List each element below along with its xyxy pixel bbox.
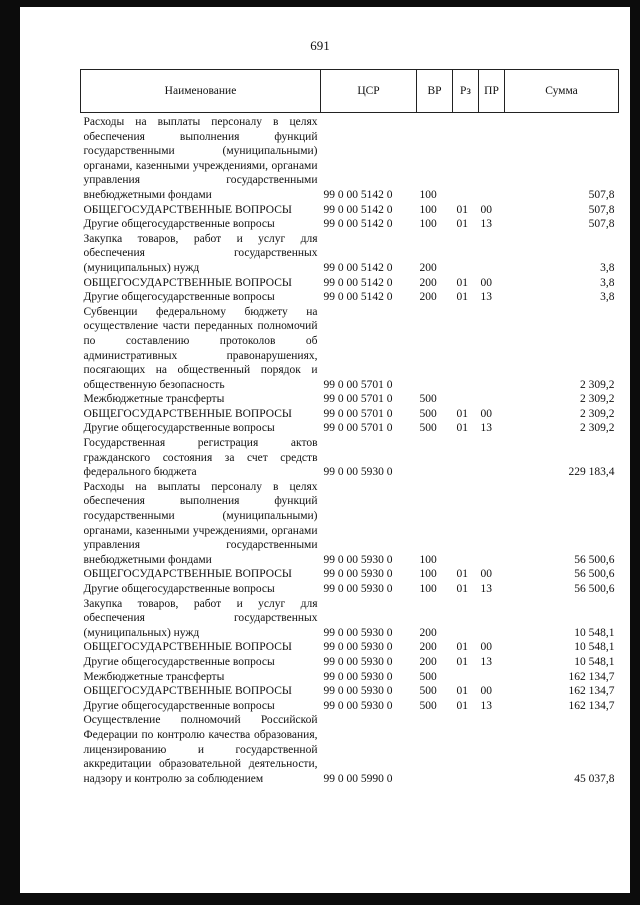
cell-vr: 100 [419, 568, 437, 581]
scan-edge-left [0, 0, 20, 905]
cell-rz: 01 [456, 422, 468, 435]
cell-vr: 100 [419, 218, 437, 231]
cell-vr: 200 [419, 261, 437, 274]
cell-sum: 2 309,2 [580, 422, 615, 435]
scan-edge-top [0, 0, 640, 7]
header-name: Наименование [81, 70, 321, 113]
cell-vr: 500 [419, 393, 437, 406]
table-row [81, 670, 619, 685]
cell-name: ОБЩЕГОСУДАРСТВЕННЫЕ ВОПРОСЫ [83, 685, 292, 698]
cell-sum: 2 309,2 [580, 393, 615, 406]
cell-name: ОБЩЕГОСУДАРСТВЕННЫЕ ВОПРОСЫ [83, 203, 292, 216]
cell-pr: 13 [480, 583, 492, 595]
cell-vr: 200 [419, 276, 437, 289]
cell-vr: 500 [419, 670, 437, 683]
cell-sum: 56 500,6 [574, 583, 615, 595]
cell-sum: 56 500,6 [574, 568, 615, 581]
cell-sum: 3,8 [600, 291, 615, 304]
cell-csr: 99 0 00 5142 0 [323, 291, 393, 304]
cell-sum: 10 548,1 [574, 641, 615, 654]
cell-sum: 162 134,7 [568, 670, 615, 683]
cell-sum: 507,8 [588, 203, 615, 216]
cell-rz: 01 [456, 218, 468, 231]
cell-vr: 200 [419, 626, 437, 639]
cell-name: Межбюджетные трансферты [83, 393, 225, 406]
cell-sum: 162 134,7 [568, 685, 615, 698]
cell-name: Государственная регистрация актов гражданского состояния за счет средств федерального бюджета [83, 437, 318, 479]
cell-vr: 500 [419, 407, 437, 420]
table-row [81, 305, 619, 393]
cell-rz [453, 713, 479, 786]
cell-sum: 507,8 [588, 218, 615, 231]
cell-name: Закупка товаров, работ и услуг для обеспечения государственных (муниципальных) нужд [83, 597, 318, 639]
cell-name: Расходы на выплаты персоналу в целях обеспечения выполнения функций государственными (муниципальными) органами, казенными учреждениями, органами управления государственными внебюджетными фондами [83, 480, 318, 566]
table-row [81, 421, 619, 436]
cell-csr: 99 0 00 5930 0 [323, 568, 393, 581]
cell-name: Другие общегосударственные вопросы [83, 291, 275, 304]
table-row [81, 217, 619, 232]
cell-pr: 00 [480, 641, 492, 654]
table-row [81, 640, 619, 655]
cell-sum: 10 548,1 [574, 626, 615, 639]
cell-vr [417, 436, 453, 480]
cell-csr: 99 0 00 5701 0 [323, 422, 393, 435]
cell-pr [479, 713, 505, 786]
cell-csr: 99 0 00 5930 0 [323, 655, 393, 668]
cell-pr [479, 670, 505, 685]
cell-csr: 99 0 00 5930 0 [323, 685, 393, 698]
cell-vr: 100 [419, 203, 437, 216]
cell-name: Расходы на выплаты персоналу в целях обеспечения выполнения функций государственными (муниципальными) органами, казенными учреждениями, органами управления государственными внебюджетными фондами [83, 116, 318, 201]
cell-name: Другие общегосударственные вопросы [83, 218, 275, 231]
cell-vr: 500 [419, 699, 437, 712]
cell-name: Другие общегосударственные вопросы [83, 655, 275, 668]
cell-sum: 10 548,1 [574, 655, 615, 668]
cell-sum: 507,8 [588, 188, 615, 201]
cell-rz: 01 [456, 641, 468, 654]
table-row [81, 113, 619, 203]
cell-csr: 99 0 00 5930 0 [323, 583, 393, 595]
table-row [81, 276, 619, 291]
cell-csr: 99 0 00 5930 0 [323, 641, 393, 654]
cell-pr [479, 113, 505, 203]
cell-rz: 01 [456, 685, 468, 698]
cell-pr: 00 [480, 568, 492, 581]
cell-name: Осуществление полномочий Российской Федерации по контролю качества образования, лицензированию и государственной аккредитации образовательной деятельности, надзору и контролю за соблюдением [83, 714, 318, 785]
table-header [81, 70, 619, 113]
cell-name: Закупка товаров, работ и услуг для обеспечения государственных (муниципальных) нужд [83, 232, 318, 274]
table-row [81, 290, 619, 305]
cell-sum: 56 500,6 [574, 553, 615, 566]
page-number: 691 [310, 38, 330, 53]
cell-pr: 00 [480, 276, 492, 289]
cell-name: Другие общегосударственные вопросы [83, 422, 275, 435]
cell-rz: 01 [456, 291, 468, 304]
cell-pr [479, 232, 505, 276]
cell-csr: 99 0 00 5142 0 [323, 218, 393, 231]
cell-pr: 13 [480, 655, 492, 668]
cell-csr: 99 0 00 5142 0 [323, 276, 393, 289]
cell-csr: 99 0 00 5142 0 [323, 261, 393, 274]
cell-csr: 99 0 00 5701 0 [323, 393, 393, 406]
cell-vr: 200 [419, 641, 437, 654]
cell-vr: 200 [419, 291, 437, 304]
cell-csr: 99 0 00 5701 0 [323, 378, 393, 391]
table-row [81, 232, 619, 276]
cell-pr [479, 597, 505, 641]
cell-csr: 99 0 00 5930 0 [323, 626, 393, 639]
cell-name: Другие общегосударственные вопросы [83, 583, 275, 595]
table-body [81, 113, 619, 787]
cell-pr: 00 [480, 685, 492, 698]
cell-csr: 99 0 00 5930 0 [323, 670, 393, 683]
header-sum: Сумма [505, 70, 619, 113]
table-row [81, 480, 619, 568]
cell-vr: 100 [419, 553, 437, 566]
cell-name: Другие общегосударственные вопросы [83, 699, 275, 712]
cell-vr [417, 713, 453, 786]
header-rz: Рз [453, 70, 479, 113]
cell-rz: 01 [456, 568, 468, 581]
cell-rz [453, 305, 479, 393]
cell-rz [453, 436, 479, 480]
cell-csr: 99 0 00 5142 0 [323, 203, 393, 216]
table-row [81, 567, 619, 582]
cell-vr: 500 [419, 422, 437, 435]
cell-vr: 100 [419, 188, 437, 201]
cell-pr: 00 [480, 203, 492, 216]
cell-sum: 3,8 [600, 276, 615, 289]
cell-csr: 99 0 00 5930 0 [323, 699, 393, 712]
cell-rz [453, 670, 479, 685]
cell-sum: 162 134,7 [568, 699, 615, 712]
cell-rz: 01 [456, 655, 468, 668]
cell-pr: 13 [480, 218, 492, 231]
cell-name: ОБЩЕГОСУДАРСТВЕННЫЕ ВОПРОСЫ [83, 407, 292, 420]
cell-pr [479, 305, 505, 393]
cell-sum: 2 309,2 [580, 407, 615, 420]
scan-edge-bottom [0, 893, 640, 905]
cell-vr [417, 305, 453, 393]
cell-rz [453, 480, 479, 568]
header-pr: ПР [479, 70, 505, 113]
cell-vr: 100 [419, 583, 437, 595]
table-row [81, 699, 619, 714]
cell-pr: 00 [480, 407, 492, 420]
cell-sum: 45 037,8 [574, 772, 615, 785]
table-row [81, 655, 619, 670]
header-vr: ВР [417, 70, 453, 113]
cell-pr: 13 [480, 699, 492, 712]
cell-vr: 500 [419, 685, 437, 698]
cell-pr: 13 [480, 422, 492, 435]
cell-csr: 99 0 00 5142 0 [323, 188, 393, 201]
cell-name: Межбюджетные трансферты [83, 670, 225, 683]
cell-pr [479, 480, 505, 568]
cell-pr: 13 [480, 291, 492, 304]
cell-rz: 01 [456, 276, 468, 289]
cell-rz [453, 113, 479, 203]
cell-rz [453, 597, 479, 641]
table-row [81, 392, 619, 407]
cell-pr [479, 392, 505, 407]
cell-name: ОБЩЕГОСУДАРСТВЕННЫЕ ВОПРОСЫ [83, 568, 292, 581]
table-row [81, 713, 619, 786]
budget-table [80, 69, 619, 786]
table-row [81, 597, 619, 641]
cell-sum: 3,8 [600, 261, 615, 274]
cell-sum: 229 183,4 [568, 466, 615, 479]
cell-rz: 01 [456, 583, 468, 595]
cell-csr: 99 0 00 5930 0 [323, 466, 393, 479]
cell-sum: 2 309,2 [580, 378, 615, 391]
table-row [81, 684, 619, 699]
scan-edge-right [630, 0, 640, 905]
cell-rz [453, 392, 479, 407]
cell-rz: 01 [456, 203, 468, 216]
table-row [81, 436, 619, 480]
table-row [81, 203, 619, 218]
cell-rz: 01 [456, 407, 468, 420]
cell-vr: 200 [419, 655, 437, 668]
cell-csr: 99 0 00 5701 0 [323, 407, 393, 420]
cell-csr: 99 0 00 5990 0 [323, 772, 393, 785]
cell-csr: 99 0 00 5930 0 [323, 553, 393, 566]
cell-name: ОБЩЕГОСУДАРСТВЕННЫЕ ВОПРОСЫ [83, 276, 292, 289]
table-row [81, 407, 619, 422]
header-csr: ЦСР [321, 70, 417, 113]
cell-rz: 01 [456, 699, 468, 712]
cell-name: ОБЩЕГОСУДАРСТВЕННЫЕ ВОПРОСЫ [83, 641, 292, 654]
cell-name: Субвенции федеральному бюджету на осуществление части переданных полномочий по составлению протоколов об административных правонарушениях, посягающих на общественный порядок и общественную безопасность [83, 305, 318, 391]
table-row [81, 582, 619, 597]
cell-rz [453, 232, 479, 276]
cell-pr [479, 436, 505, 480]
